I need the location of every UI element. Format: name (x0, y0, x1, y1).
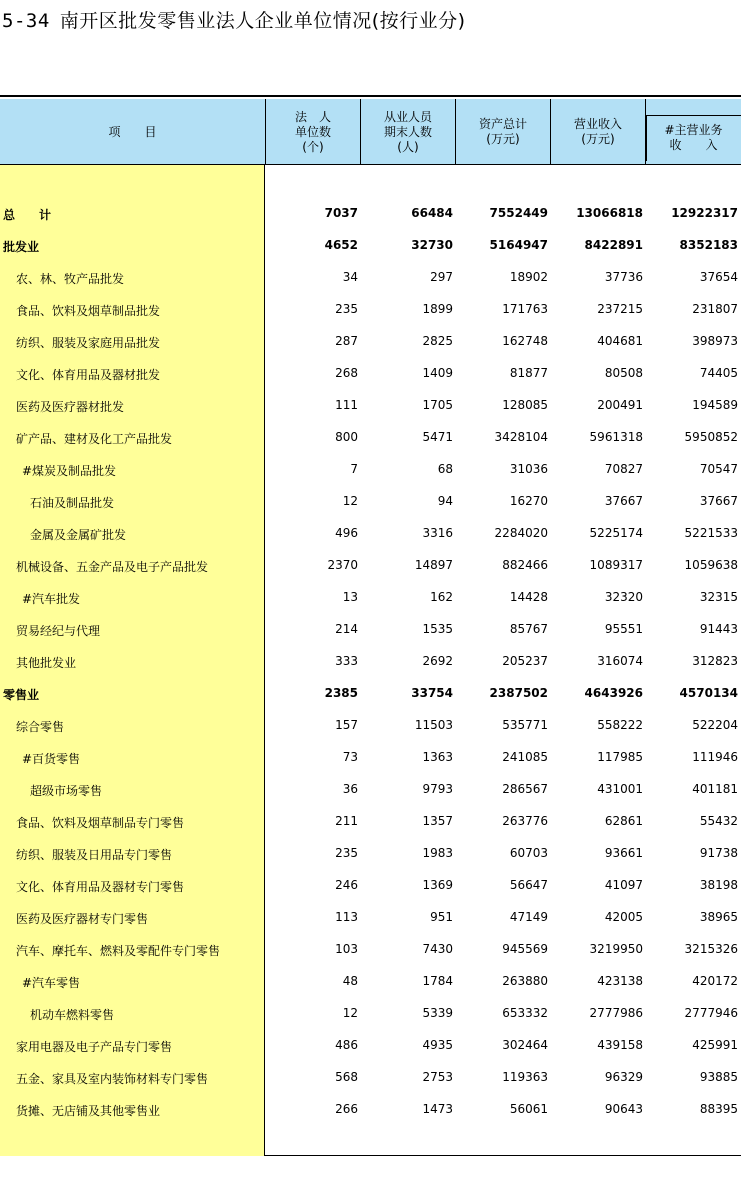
table-row (0, 966, 741, 998)
cell-revenue: 439158 (597, 1038, 643, 1052)
cell-employees: 94 (437, 494, 453, 508)
cell-main-revenue: 88395 (699, 1102, 738, 1116)
cell-main-revenue: 74405 (699, 366, 738, 380)
table-row (0, 774, 741, 806)
cell-revenue: 558222 (597, 718, 643, 732)
row-label: 农、林、牧产品批发 (16, 272, 125, 286)
cell-assets: 945569 (502, 942, 548, 956)
row-label: 机动车燃料零售 (30, 1008, 115, 1022)
cell-main-revenue: 38198 (699, 878, 738, 892)
cell-assets: 2387502 (489, 686, 548, 700)
cell-employees: 1535 (422, 622, 453, 636)
cell-main-revenue: 231807 (692, 302, 738, 316)
table-row (0, 518, 741, 550)
cell-units: 12 (342, 494, 358, 508)
cell-employees: 1784 (422, 974, 453, 988)
table-row (0, 358, 741, 390)
cell-assets: 47149 (509, 910, 548, 924)
cell-revenue: 1089317 (589, 558, 643, 572)
row-label: 文化、体育用品及器材专门零售 (16, 880, 185, 894)
table-row (0, 582, 741, 614)
cell-employees: 7430 (422, 942, 453, 956)
table-row (0, 198, 741, 230)
table-row (0, 614, 741, 646)
table-row (0, 262, 741, 294)
row-label: 纺织、服装及日用品专门零售 (16, 848, 173, 862)
cell-assets: 653332 (502, 1006, 548, 1020)
cell-employees: 5339 (422, 1006, 453, 1020)
row-label: 医药及医疗器材批发 (16, 400, 125, 414)
row-label: #煤炭及制品批发 (22, 464, 117, 478)
table-row (0, 1062, 741, 1094)
row-label: 超级市场零售 (30, 784, 103, 798)
cell-employees: 5471 (422, 430, 453, 444)
header-main-revenue: #主营业务 收 入 (664, 123, 723, 152)
cell-units: 568 (335, 1070, 358, 1084)
table-row (0, 838, 741, 870)
cell-employees: 32730 (411, 238, 453, 252)
cell-revenue: 80508 (604, 366, 643, 380)
cell-revenue: 70827 (604, 462, 643, 476)
cell-revenue: 200491 (597, 398, 643, 412)
cell-units: 113 (335, 910, 358, 924)
cell-units: 246 (335, 878, 358, 892)
table-row (0, 486, 741, 518)
statistics-table (0, 95, 741, 1156)
cell-employees: 1983 (422, 846, 453, 860)
cell-units: 211 (335, 814, 358, 828)
row-label: 文化、体育用品及器材批发 (16, 368, 161, 382)
table-row (0, 870, 741, 902)
cell-assets: 119363 (502, 1070, 548, 1084)
cell-employees: 1899 (422, 302, 453, 316)
cell-assets: 286567 (502, 782, 548, 796)
cell-revenue: 13066818 (576, 206, 643, 220)
row-label: 综合零售 (16, 720, 65, 734)
cell-main-revenue: 4570134 (679, 686, 738, 700)
cell-revenue: 237215 (597, 302, 643, 316)
row-label: 食品、饮料及烟草制品专门零售 (16, 816, 185, 830)
cell-employees: 1473 (422, 1102, 453, 1116)
cell-employees: 162 (430, 590, 453, 604)
cell-revenue: 117985 (597, 750, 643, 764)
cell-assets: 128085 (502, 398, 548, 412)
cell-main-revenue: 37667 (699, 494, 738, 508)
cell-employees: 297 (430, 270, 453, 284)
cell-assets: 81877 (509, 366, 548, 380)
cell-units: 268 (335, 366, 358, 380)
cell-assets: 205237 (502, 654, 548, 668)
cell-main-revenue: 37654 (699, 270, 738, 284)
cell-main-revenue: 5950852 (684, 430, 738, 444)
row-label: 食品、饮料及烟草制品批发 (16, 304, 161, 318)
cell-assets: 263776 (502, 814, 548, 828)
header-employees: 从业人员 期末人数 (人) (361, 99, 456, 165)
cell-units: 48 (342, 974, 358, 988)
cell-units: 73 (342, 750, 358, 764)
cell-main-revenue: 1059638 (684, 558, 738, 572)
cell-main-revenue: 2777946 (684, 1006, 738, 1020)
cell-units: 486 (335, 1038, 358, 1052)
cell-assets: 56647 (509, 878, 548, 892)
table-row (0, 934, 741, 966)
table-row (0, 294, 741, 326)
cell-units: 7 (350, 462, 358, 476)
cell-employees: 2825 (422, 334, 453, 348)
row-label: 总 计 (3, 208, 52, 222)
row-label: 纺织、服装及家庭用品批发 (16, 336, 161, 350)
cell-main-revenue: 55432 (699, 814, 738, 828)
table-row (0, 1030, 741, 1062)
cell-employees: 33754 (411, 686, 453, 700)
cell-units: 287 (335, 334, 358, 348)
table-row (0, 742, 741, 774)
cell-units: 214 (335, 622, 358, 636)
cell-assets: 171763 (502, 302, 548, 316)
cell-employees: 1369 (422, 878, 453, 892)
cell-employees: 1357 (422, 814, 453, 828)
cell-main-revenue: 5221533 (684, 526, 738, 540)
cell-units: 111 (335, 398, 358, 412)
cell-revenue: 5225174 (589, 526, 643, 540)
table-row (0, 998, 741, 1030)
cell-revenue: 42005 (604, 910, 643, 924)
cell-assets: 5164947 (489, 238, 548, 252)
cell-units: 34 (342, 270, 358, 284)
cell-main-revenue: 425991 (692, 1038, 738, 1052)
cell-assets: 56061 (509, 1102, 548, 1116)
cell-main-revenue: 91738 (699, 846, 738, 860)
cell-units: 266 (335, 1102, 358, 1116)
row-label: 汽车、摩托车、燃料及零配件专门零售 (16, 944, 221, 958)
cell-units: 2370 (327, 558, 358, 572)
table-row (0, 678, 741, 710)
cell-main-revenue: 91443 (699, 622, 738, 636)
cell-revenue: 32320 (604, 590, 643, 604)
cell-employees: 4935 (422, 1038, 453, 1052)
cell-main-revenue: 32315 (699, 590, 738, 604)
cell-main-revenue: 38965 (699, 910, 738, 924)
cell-units: 36 (342, 782, 358, 796)
cell-revenue: 90643 (604, 1102, 643, 1116)
row-label: 医药及医疗器材专门零售 (16, 912, 149, 926)
cell-employees: 9793 (422, 782, 453, 796)
cell-assets: 60703 (509, 846, 548, 860)
row-label: 矿产品、建材及化工产品批发 (16, 432, 173, 446)
cell-main-revenue: 522204 (692, 718, 738, 732)
cell-main-revenue: 70547 (699, 462, 738, 476)
cell-main-revenue: 3215326 (684, 942, 738, 956)
cell-units: 7037 (324, 206, 358, 220)
cell-main-revenue: 12922317 (671, 206, 738, 220)
cell-revenue: 8422891 (584, 238, 643, 252)
cell-revenue: 431001 (597, 782, 643, 796)
cell-revenue: 423138 (597, 974, 643, 988)
cell-revenue: 4643926 (584, 686, 643, 700)
cell-assets: 18902 (509, 270, 548, 284)
cell-employees: 2692 (422, 654, 453, 668)
cell-revenue: 62861 (604, 814, 643, 828)
table-row (0, 422, 741, 454)
row-label: 五金、家具及室内装饰材料专门零售 (16, 1072, 209, 1086)
cell-units: 103 (335, 942, 358, 956)
cell-units: 333 (335, 654, 358, 668)
cell-assets: 7552449 (489, 206, 548, 220)
cell-main-revenue: 194589 (692, 398, 738, 412)
cell-employees: 68 (437, 462, 453, 476)
row-label: 零售业 (3, 688, 40, 702)
cell-units: 4652 (324, 238, 358, 252)
cell-employees: 2753 (422, 1070, 453, 1084)
table-row (0, 550, 741, 582)
table-row (0, 806, 741, 838)
table-row (0, 1094, 741, 1126)
cell-assets: 302464 (502, 1038, 548, 1052)
cell-main-revenue: 401181 (692, 782, 738, 796)
row-label: 金属及金属矿批发 (30, 528, 127, 542)
header-item: 项 目 (0, 99, 266, 165)
cell-units: 235 (335, 302, 358, 316)
cell-revenue: 404681 (597, 334, 643, 348)
cell-main-revenue: 8352183 (679, 238, 738, 252)
table-title: 南开区批发零售业法人企业单位情况(按行业分) (59, 10, 466, 32)
cell-revenue: 2777986 (589, 1006, 643, 1020)
header-revenue: 营业收入 (万元) (551, 99, 646, 165)
cell-main-revenue: 111946 (692, 750, 738, 764)
cell-assets: 162748 (502, 334, 548, 348)
cell-revenue: 93661 (604, 846, 643, 860)
page-title (2, 6, 466, 33)
row-label: 其他批发业 (16, 656, 77, 670)
row-label: 家用电器及电子产品专门零售 (16, 1040, 173, 1054)
table-row (0, 390, 741, 422)
row-label: #汽车批发 (22, 592, 81, 606)
cell-revenue: 316074 (597, 654, 643, 668)
cell-revenue: 5961318 (589, 430, 643, 444)
cell-assets: 241085 (502, 750, 548, 764)
cell-employees: 3316 (422, 526, 453, 540)
cell-employees: 1705 (422, 398, 453, 412)
cell-units: 2385 (324, 686, 358, 700)
cell-units: 13 (342, 590, 358, 604)
cell-main-revenue: 93885 (699, 1070, 738, 1084)
row-label: 货摊、无店铺及其他零售业 (16, 1104, 161, 1118)
cell-employees: 11503 (414, 718, 453, 732)
table-row (0, 454, 741, 486)
row-label: 石油及制品批发 (30, 496, 115, 510)
table-row (0, 710, 741, 742)
cell-assets: 14428 (509, 590, 548, 604)
cell-assets: 2284020 (494, 526, 548, 540)
row-label: #百货零售 (22, 752, 81, 766)
table-row (0, 902, 741, 934)
cell-revenue: 37667 (604, 494, 643, 508)
table-header (0, 99, 741, 165)
header-assets: 资产总计 (万元) (456, 99, 551, 165)
cell-main-revenue: 420172 (692, 974, 738, 988)
cell-units: 12 (342, 1006, 358, 1020)
cell-revenue: 41097 (604, 878, 643, 892)
cell-employees: 66484 (411, 206, 453, 220)
cell-main-revenue: 398973 (692, 334, 738, 348)
cell-assets: 263880 (502, 974, 548, 988)
table-row (0, 646, 741, 678)
cell-main-revenue: 312823 (692, 654, 738, 668)
cell-assets: 85767 (509, 622, 548, 636)
row-label: 机械设备、五金产品及电子产品批发 (16, 560, 209, 574)
cell-revenue: 96329 (604, 1070, 643, 1084)
cell-employees: 1363 (422, 750, 453, 764)
cell-units: 496 (335, 526, 358, 540)
cell-employees: 951 (430, 910, 453, 924)
cell-units: 800 (335, 430, 358, 444)
cell-assets: 882466 (502, 558, 548, 572)
cell-revenue: 95551 (604, 622, 643, 636)
cell-assets: 31036 (509, 462, 548, 476)
row-label: #汽车零售 (22, 976, 81, 990)
cell-assets: 3428104 (494, 430, 548, 444)
header-units: 法 人 单位数 (个) (266, 99, 361, 165)
cell-units: 235 (335, 846, 358, 860)
cell-assets: 535771 (502, 718, 548, 732)
cell-revenue: 37736 (604, 270, 643, 284)
cell-employees: 14897 (414, 558, 453, 572)
row-label: 批发业 (3, 240, 40, 254)
cell-assets: 16270 (509, 494, 548, 508)
table-row (0, 230, 741, 262)
table-number: 5-34 (2, 10, 50, 32)
cell-units: 157 (335, 718, 358, 732)
cell-revenue: 3219950 (589, 942, 643, 956)
cell-employees: 1409 (422, 366, 453, 380)
row-label: 贸易经纪与代理 (16, 624, 101, 638)
table-row (0, 326, 741, 358)
